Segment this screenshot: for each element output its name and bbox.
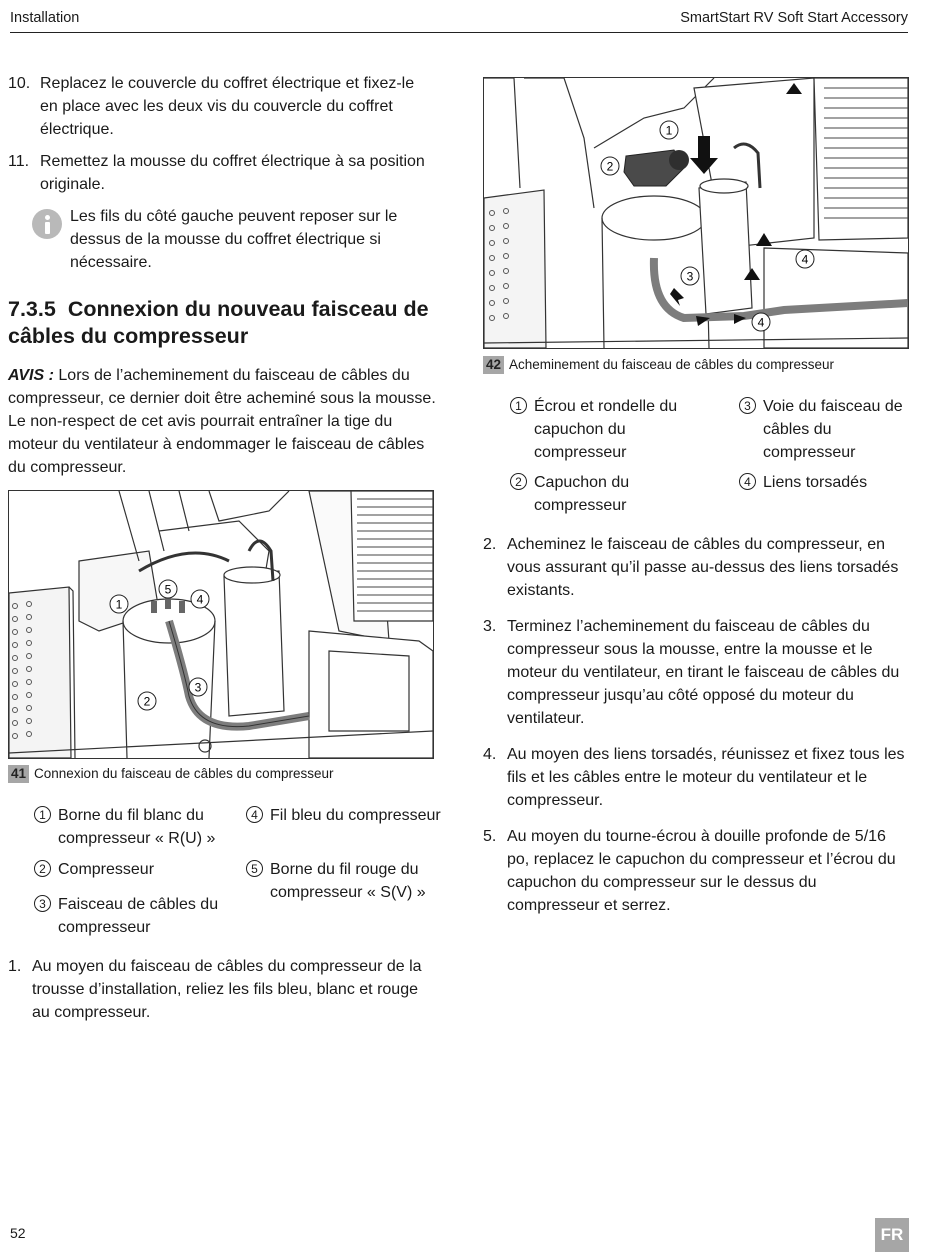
- steps-list-top: [8, 72, 436, 196]
- steps-list-right: [483, 533, 907, 917]
- step-text: Au moyen du tourne-écrou à douille profonde de 5/16 po, replacez le capuchon du compresseur et l’écrou du capuchon du compresseur sur le dessus du compresseur et serrez.: [507, 828, 896, 914]
- step-item: [8, 150, 436, 196]
- legend-item: [739, 471, 923, 494]
- callout-4-second: [752, 313, 770, 331]
- figure-number-badge: 41: [8, 765, 29, 783]
- page-number: 52: [10, 1225, 26, 1241]
- step-text: Au moyen du faisceau de câbles du compresseur de la trousse d’installation, reliez les fils bleu, blanc et rouge au compresseur.: [32, 958, 422, 1021]
- step-number: 11.: [8, 153, 30, 170]
- info-note: [8, 205, 436, 274]
- left-bottom-steps: [8, 955, 436, 1033]
- figure-caption-text: Connexion du faisceau de câbles du compresseur: [34, 766, 334, 781]
- notice-label: AVIS :: [8, 367, 54, 384]
- step-text: Replacez le couvercle du coffret électrique et fixez-le en place avec les deux vis du couvercle du coffret électrique.: [40, 75, 415, 138]
- figure-caption-text: Acheminement du faisceau de câbles du compresseur: [509, 357, 834, 372]
- svg-text:3: 3: [194, 680, 202, 695]
- legend-text: Voie du faisceau de câbles du compresseur: [763, 398, 903, 461]
- legend-number: 5: [246, 860, 263, 877]
- svg-text:4: 4: [757, 315, 765, 330]
- legend-item: [34, 858, 248, 881]
- svg-text:1: 1: [665, 123, 673, 138]
- legend-text: Capuchon du compresseur: [534, 474, 630, 514]
- legend-number: 3: [739, 397, 756, 414]
- step-item: [8, 72, 436, 141]
- step-number: 4.: [483, 746, 497, 763]
- callout-3: [189, 678, 207, 696]
- steps-list-bottom: [8, 955, 436, 1024]
- svg-text:2: 2: [143, 694, 151, 709]
- figure-42-illustration: [483, 77, 909, 349]
- section-title: Connexion du nouveau faisceau de câbles du compresseur: [8, 297, 429, 348]
- callout-2: [138, 692, 156, 710]
- figure-number-badge: 42: [483, 356, 504, 374]
- step-item: [483, 825, 907, 917]
- legend-text: Liens torsadés: [763, 474, 868, 491]
- step-item: [483, 533, 907, 602]
- callout-4: [796, 250, 814, 268]
- notice-paragraph: [8, 364, 436, 479]
- step-number: 5.: [483, 828, 497, 845]
- figure-42-caption: [483, 356, 834, 374]
- svg-text:5: 5: [164, 582, 172, 597]
- step-item: [483, 743, 907, 812]
- step-number: 10.: [8, 75, 31, 92]
- legend-item: [510, 471, 714, 517]
- callout-1: [660, 121, 678, 139]
- notice-text: Lors de l’acheminement du faisceau de câbles du compresseur, ce dernier doit être acheminé sous la mousse. Le non-respect de cet avis pourrait entraîner la tige du moteur du ventilateur à endommager le faisceau de câbles du compresseur.: [8, 367, 436, 476]
- callout-5: [159, 580, 177, 598]
- step-text: Au moyen des liens torsadés, réunissez et fixez tous les fils et les câbles entre le moteur du ventilateur et le compresseur.: [507, 746, 905, 809]
- step-text: Remettez la mousse du coffret électrique à sa position originale.: [40, 153, 425, 193]
- step-number: 3.: [483, 618, 497, 635]
- section-number: 7.3.5: [8, 297, 56, 321]
- legend-text: Fil bleu du compresseur: [270, 807, 441, 824]
- info-icon: [32, 209, 62, 239]
- info-note-text: Les fils du côté gauche peuvent reposer sur le dessus de la mousse du coffret électrique si nécessaire.: [70, 208, 398, 271]
- step-text: Acheminez le faisceau de câbles du compresseur, en vous assurant qu’il passe au-dessus des liens torsadés existants.: [507, 536, 899, 599]
- legend-number: 1: [34, 806, 51, 823]
- legend-item: [246, 804, 470, 827]
- legend-number: 2: [510, 473, 527, 490]
- step-item: [8, 955, 436, 1024]
- left-column: [8, 72, 436, 479]
- legend-number: 4: [246, 806, 263, 823]
- callout-1: [110, 595, 128, 613]
- legend-text: Compresseur: [58, 861, 155, 878]
- legend-item: [34, 893, 248, 939]
- header-product-title: SmartStart RV Soft Start Accessory: [680, 10, 908, 26]
- legend-item: [246, 858, 470, 904]
- step-number: 1.: [8, 958, 22, 975]
- callout-4: [191, 590, 209, 608]
- header-section-title: Installation: [10, 10, 80, 26]
- svg-text:4: 4: [801, 252, 809, 267]
- figure-42-drawing: [484, 78, 908, 348]
- legend-text: Faisceau de câbles du compresseur: [58, 896, 219, 936]
- callout-3: [681, 267, 699, 285]
- figure-41-drawing: [9, 491, 433, 758]
- language-tab: FR: [875, 1218, 909, 1252]
- figure-42-legend: [510, 395, 910, 520]
- legend-text: Borne du fil blanc du compresseur « R(U) »: [58, 807, 216, 847]
- legend-text: Écrou et rondelle du capuchon du compresseur: [534, 398, 678, 461]
- svg-text:3: 3: [686, 269, 694, 284]
- legend-number: 2: [34, 860, 51, 877]
- legend-number: 3: [34, 895, 51, 912]
- page-header: [10, 8, 908, 33]
- step-text: Terminez l’acheminement du faisceau de câbles du compresseur sous la mousse, entre la mousse et le moteur du ventilateur, en tirant le faisceau de câbles du compresseur jusqu’au côté opposé du moteur du ventilateur.: [507, 618, 900, 727]
- legend-number: 1: [510, 397, 527, 414]
- legend-item: [34, 804, 248, 850]
- figure-41-illustration: [8, 490, 434, 759]
- svg-text:1: 1: [115, 597, 123, 612]
- figure-41-caption: [8, 765, 333, 783]
- right-steps: [483, 533, 907, 926]
- legend-item: [739, 395, 923, 464]
- callout-2: [601, 157, 619, 175]
- svg-text:2: 2: [606, 159, 614, 174]
- step-number: 2.: [483, 536, 497, 553]
- legend-item: [510, 395, 714, 464]
- legend-number: 4: [739, 473, 756, 490]
- svg-text:4: 4: [196, 592, 204, 607]
- step-item: [483, 615, 907, 730]
- legend-text: Borne du fil rouge du compresseur « S(V) »: [270, 861, 426, 901]
- section-heading: [8, 296, 436, 350]
- route-arrow-icon: [670, 288, 684, 306]
- figure-41-legend: [34, 804, 454, 944]
